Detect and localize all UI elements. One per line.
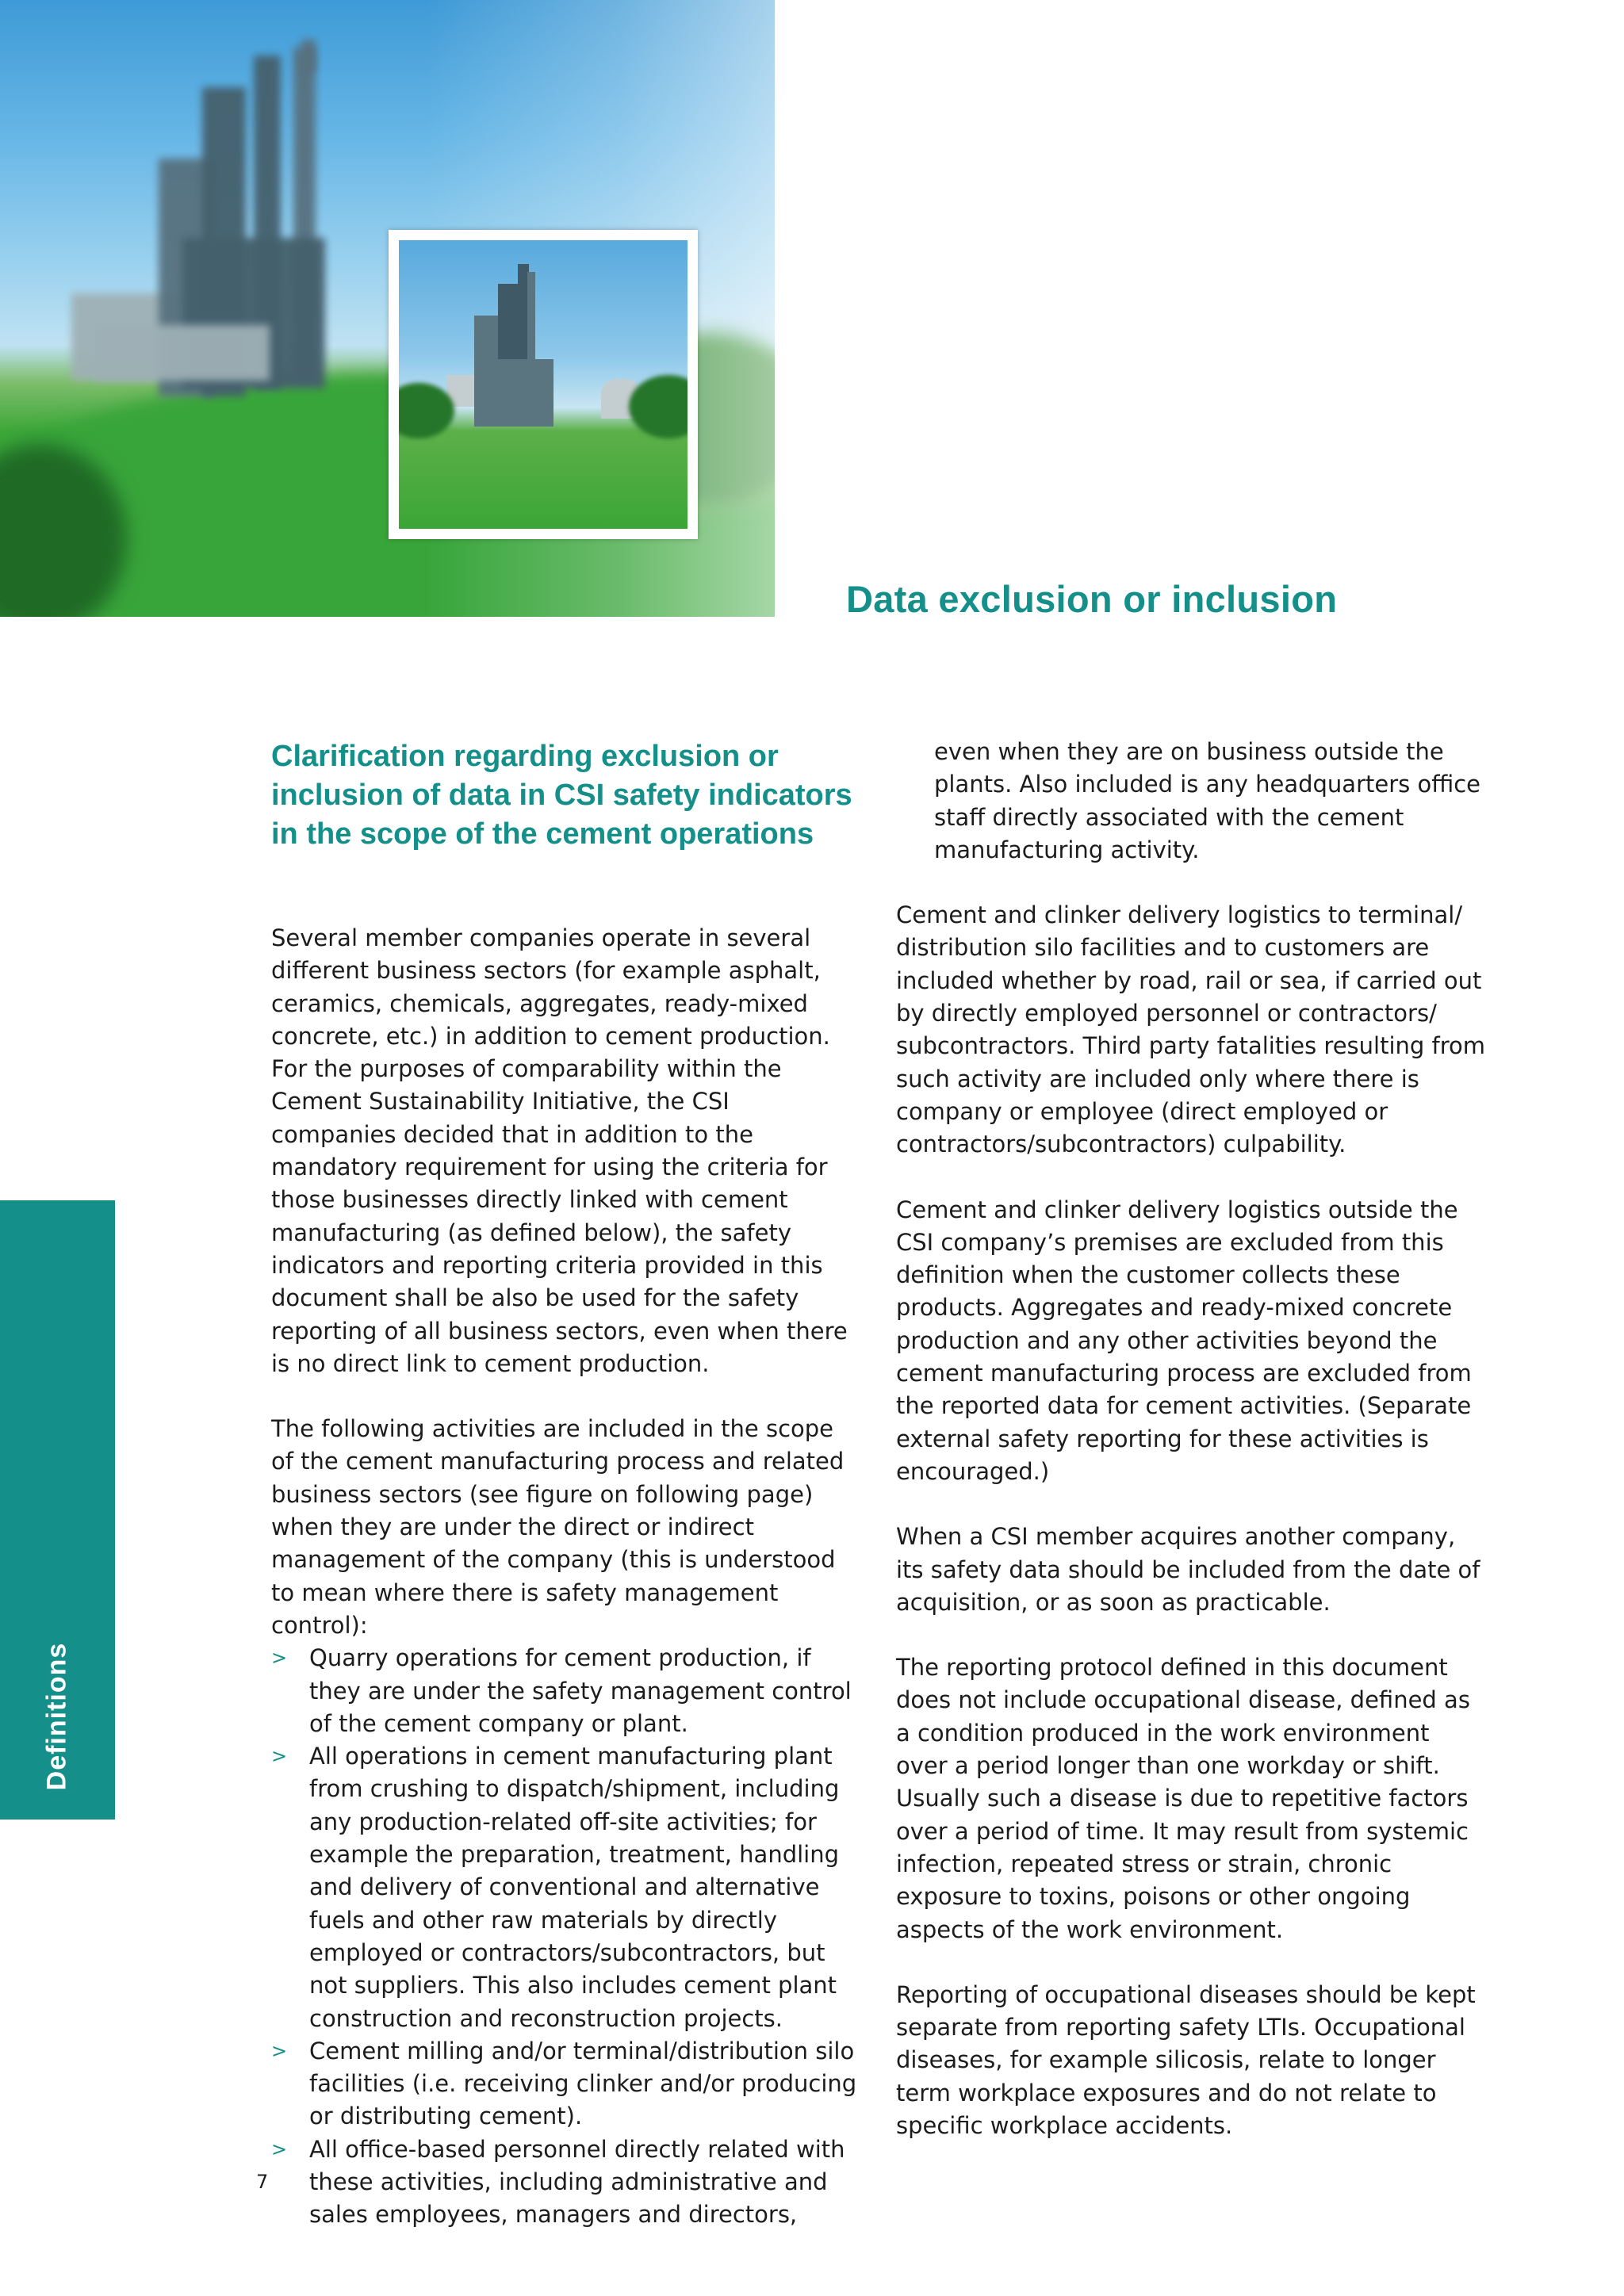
- side-tab-label: Definitions: [41, 1642, 72, 1791]
- list-item: > All office-based personnel directly related with these activities, including administrative and sales employees, managers and directors,: [271, 2133, 858, 2232]
- inset-photo-frame: [389, 230, 698, 539]
- list-item: > All operations in cement manufacturing plant from crushing to dispatch/shipment, including any production-related off-site activities; for example the preparation, treatment, handling and delivery of conventional and alternative fuels and other raw materials by directly employed or contractors/subcontractors, but not suppliers. This also includes cement plant construction and reconstruction projects.: [271, 1740, 858, 2035]
- left-column: [271, 922, 858, 2232]
- delivery-logistics-paragraph: Cement and clinker delivery logistics to terminal/ distribution silo facilities and to customers are included whether by road, rail or sea, if carried out by directly employed personnel or contractors/ subcontractors. Third party fatalities resulting from such activity are included only where there is company or employee (direct employed or contractors/subcontractors) culpability.: [896, 901, 1486, 1158]
- page-title: Data exclusion or inclusion: [846, 578, 1338, 620]
- bullet-arrow-icon: >: [271, 1745, 288, 1768]
- bullet-arrow-icon: >: [271, 2039, 288, 2062]
- right-column: [896, 736, 1487, 2142]
- bullet-continuation: even when they are on business outside the plants. Also included is any headquarters office staff directly associated with the cement manufacturing activity.: [934, 738, 1481, 863]
- scope-paragraph: The following activities are included in the scope of the cement manufacturing process and related business sectors (see figure on following page) when they are under the direct or indirect management of the company (this is understood to mean where there is safety management control):: [271, 1415, 845, 1639]
- section-heading: Clarification regarding exclusion or inclusion of data in CSI safety indicators in the scope of the cement operations: [271, 740, 852, 851]
- occupational-disease-paragraph: The reporting protocol defined in this document does not include occupational disease, defined as a condition produced in the work environment over a period longer than one workday or shift. Usually such a disease is due to repetitive factors over a period of time. It may result from systemic infection, repeated stress or strain, chronic exposure to toxins, poisons or other ongoing aspects of the work environment.: [896, 1654, 1470, 1943]
- bullet-arrow-icon: >: [271, 2137, 288, 2160]
- acquisition-paragraph: When a CSI member acquires another company, its safety data should be included from the date of acquisition, or as soon as practicable.: [896, 1523, 1480, 1616]
- list-item: > Cement milling and/or terminal/distribution silo facilities (i.e. receiving clinker and/or producing or distributing cement).: [271, 2035, 858, 2133]
- exclusions-paragraph: Cement and clinker delivery logistics outside the CSI company’s premises are excluded from this definition when the customer collects these products. Aggregates and ready-mixed concrete production and any other activities beyond the cement manufacturing process are excluded from the reported data for cement activities. (Separate external safety reporting for these activities is encouraged.): [896, 1196, 1472, 1485]
- page-number: 7: [256, 2171, 269, 2193]
- inset-photo-cement-plant: [399, 240, 688, 529]
- list-item: > Quarry operations for cement production, if they are under the safety management control of the cement company or plant.: [271, 1642, 858, 1740]
- bullet-arrow-icon: >: [271, 1647, 288, 1670]
- reporting-separation-paragraph: Reporting of occupational diseases should be kept separate from reporting safety LTIs. Occupational diseases, for example silicosis, relate to longer term workplace exposures and do not relate to specific workplace accidents.: [896, 1980, 1476, 2139]
- intro-paragraph: Several member companies operate in several different business sectors (for example asphalt, ceramics, chemicals, aggregates, ready-mixed concrete, etc.) in addition to cement production. For the purposes of comparability within the Cement Sustainability Initiative, the CSI companies decided that in addition to the mandatory requirement for using the criteria for those businesses directly linked with cement manufacturing (as defined below), the safety indicators and reporting criteria provided in this document shall be also be used for the safety reporting of all business sectors, even when there is no direct link to cement production.: [271, 924, 848, 1377]
- included-activities-list: [271, 1642, 858, 2231]
